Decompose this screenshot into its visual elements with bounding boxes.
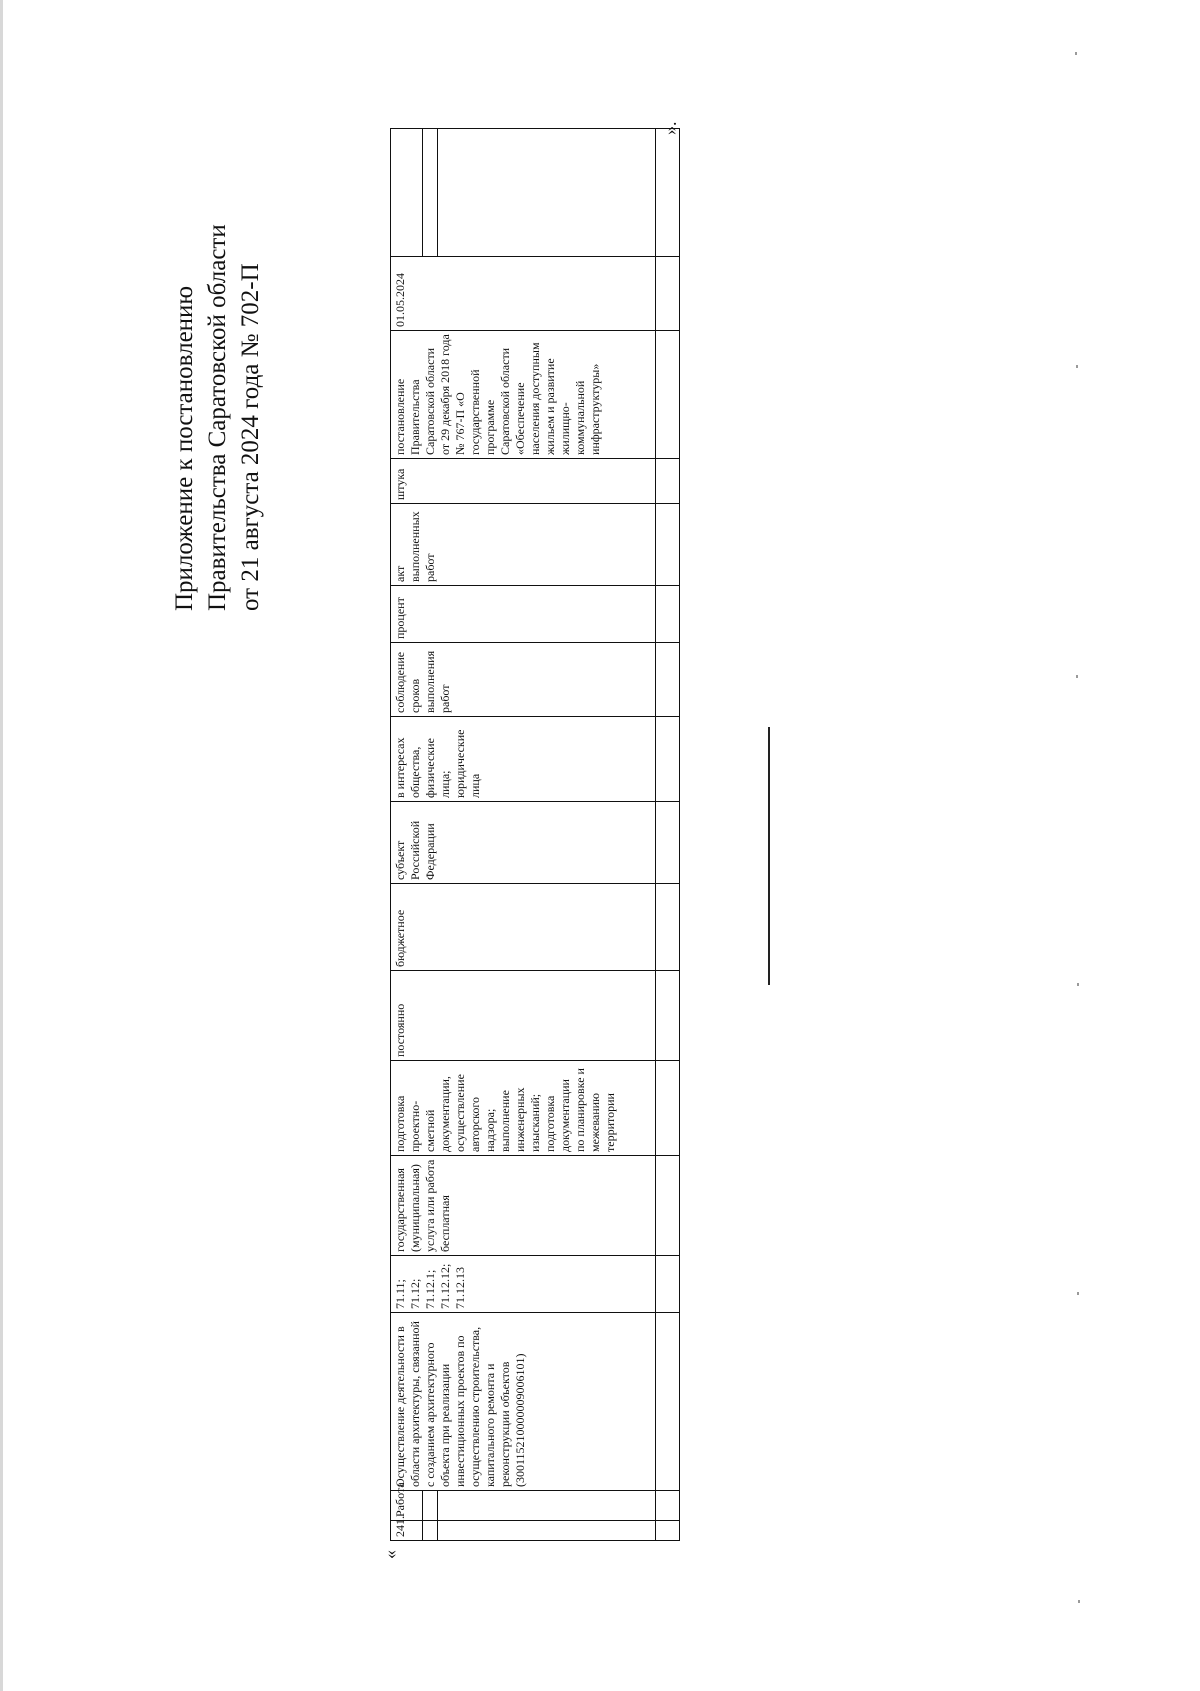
scan-speck xyxy=(1076,675,1078,678)
cell-content: подготовка проектно-сметной документации, осуществление авторского надзора; выполнение инженерных изысканий; подготовка документации по планировке и межеванию территории xyxy=(391,1061,656,1156)
scan-speck xyxy=(1077,983,1079,986)
cell-empty xyxy=(656,1061,680,1156)
header-line-1: Приложение к постановлению xyxy=(171,285,198,611)
cell-empty xyxy=(656,1156,680,1256)
cell-volume-indicator: акт выполненных работ xyxy=(391,504,656,586)
cell-empty xyxy=(422,1521,437,1541)
cell-founder: субъект Российской Федерации xyxy=(391,802,656,884)
cell-empty xyxy=(656,129,680,257)
cell-unit-percent: процент xyxy=(391,586,656,643)
cell-empty xyxy=(656,504,680,586)
cell-empty xyxy=(656,643,680,717)
cell-empty xyxy=(656,802,680,884)
appendix-header xyxy=(168,91,267,611)
cell-empty xyxy=(656,1313,680,1491)
cell-okved: 71.11; 71.12; 71.12.1; 71.12.12; 71.12.13 xyxy=(391,1256,656,1313)
separator-line xyxy=(768,727,770,985)
cell-consumers: в интересах общества, физические лица; юридические лица xyxy=(391,717,656,802)
header-line-3: от 21 августа 2024 года № 702-П xyxy=(237,263,264,611)
cell-empty xyxy=(656,1521,680,1541)
table-row xyxy=(391,129,423,1541)
scan-speck xyxy=(1077,1292,1079,1295)
scan-speck xyxy=(1076,365,1078,368)
cell-empty xyxy=(422,129,437,257)
cell-empty xyxy=(438,1521,656,1541)
table-row xyxy=(656,129,680,1541)
cell-indicator: соблюдение сроков выполнения работ xyxy=(391,643,656,717)
cell-empty xyxy=(391,129,423,257)
cell-legal-act: постановление Правительства Саратовской области от 29 декабря 2018 года № 767-П «О государственной программе Саратовской области «Обеспечение населения доступным жильем и развитие жилищно-коммунальной инфраструктуры» xyxy=(391,331,656,459)
closing-quote: ». xyxy=(660,121,680,135)
cell-name: Осуществление деятельности в области архитектуры, связанной с созданием архитектурного объекта при реализации инвестиционных проектов по осуществлению строительства, капитального ремонта и реконструкции объектов (300115210000009006101) xyxy=(391,1313,656,1491)
cell-conditions: постоянно xyxy=(391,971,656,1061)
cell-category: государственная (муниципальная) услуга или работа бесплатная xyxy=(391,1156,656,1256)
opening-quote: « xyxy=(380,1550,400,1559)
cell-empty xyxy=(656,1256,680,1313)
cell-empty xyxy=(656,717,680,802)
cell-unit-piece: штука xyxy=(391,459,656,504)
cell-empty xyxy=(656,586,680,643)
scan-speck xyxy=(1075,52,1077,55)
cell-number: 241. xyxy=(391,1521,423,1541)
header-line-2: Правительства Саратовской области xyxy=(204,224,231,611)
cell-empty xyxy=(438,129,656,257)
cell-empty xyxy=(656,1491,680,1521)
cell-empty xyxy=(438,1491,656,1521)
cell-empty xyxy=(656,971,680,1061)
cell-empty xyxy=(656,884,680,971)
cell-empty xyxy=(656,459,680,504)
cell-institution-type: бюджетное xyxy=(391,884,656,971)
cell-empty xyxy=(656,331,680,459)
cell-date: 01.05.2024 xyxy=(391,257,656,331)
register-table xyxy=(390,128,680,1541)
cell-empty xyxy=(422,1491,437,1521)
scan-speck xyxy=(1078,1600,1080,1603)
cell-type: Работа xyxy=(391,1491,423,1521)
cell-empty xyxy=(656,257,680,331)
